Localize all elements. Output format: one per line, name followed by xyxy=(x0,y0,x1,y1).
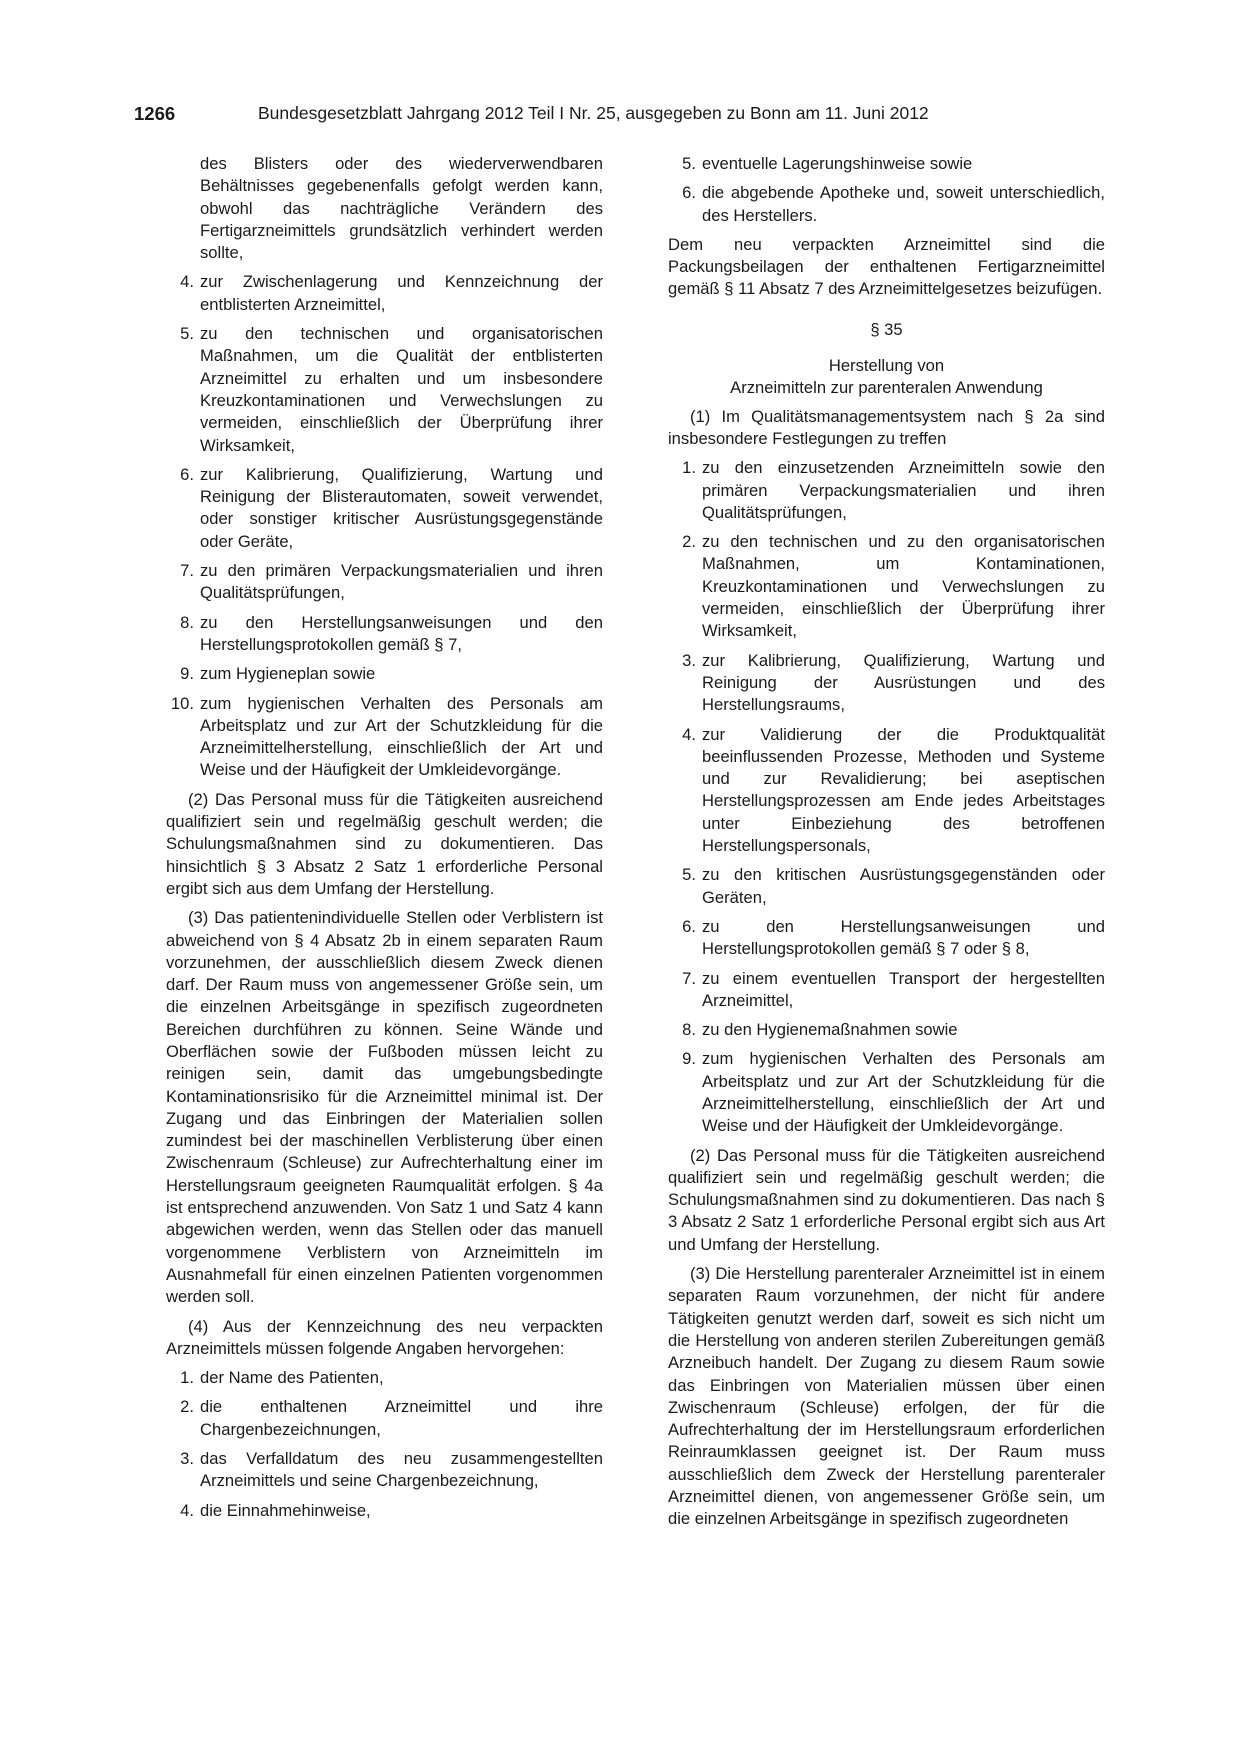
item-number: 9. xyxy=(682,1049,696,1069)
list-item xyxy=(166,1500,603,1522)
section-title-line-1: Herstellung von xyxy=(828,356,945,376)
item-number: 7. xyxy=(682,968,696,988)
item-number: 2. xyxy=(180,1397,194,1417)
list-item xyxy=(166,1448,603,1493)
paragraph-3: (3) Die Herstellung parenteraler Arzneimittel ist in einem separaten Raum vorzunehmen, der nicht für andere Tätigkeiten genutzt werden darf, soweit es sich nicht um die Herstellung von anderen sterilen Zubereitungen gemäß Arzneibuch handelt. Der Zugang zu diesem Raum sowie das Einbringen von Materialien müssen über einen Zwischenraum (Schleuse) erfolgen, der für die Aufrechterhaltung der im Herstellungsraum erforderlichen Reinraumklassen geeignet ist. Der Raum muss ausschließlich dem Zweck der Herstellung parenteraler Arzneimittel dienen, von angemessener Größe sein, um die einzelnen Arbeitsgänge in spezifisch zugeordneten xyxy=(668,1264,1105,1529)
left-column xyxy=(166,153,603,1529)
list-item xyxy=(668,916,1105,961)
item-number: 10. xyxy=(170,693,194,713)
item-text: zu den primären Verpackungsmaterialien und ihren Qualitätsprüfungen, xyxy=(200,561,603,603)
item-text: zur Kalibrierung, Qualifizierung, Wartung und Reinigung der Blisterautomaten, soweit verwendet, oder sonstiger kritischer Ausrüstungsgegenstände oder Geräte, xyxy=(200,464,603,551)
item-number: 4. xyxy=(682,724,696,744)
item-text: zum hygienischen Verhalten des Personals am Arbeitsplatz und zur Art der Schutzkleidung für die Arzneimittelherstellung, einschließlich der Art und Weise und der Häufigkeit der Umkleidevorgänge. xyxy=(702,1049,1105,1136)
paragraph-2: (2) Das Personal muss für die Tätigkeiten ausreichend qualifiziert sein und regelmäßig geschult werden; die Schulungsmaßnahmen sind zu dokumentieren. Das nach § 3 Absatz 2 Satz 1 erforderliche Personal ergibt sich aus Art und Umfang der Herstellung. xyxy=(668,1145,1105,1254)
item-number: 2. xyxy=(682,532,696,552)
item-text: zur Validierung der die Produktqualität beeinflussenden Prozesse, Methoden und Systeme und zur Revalidierung; bei aseptischen Herstellungsprozessen am Ende jedes Arbeitstages unter Einbeziehung des betroffenen Herstellungspersonals, xyxy=(702,724,1105,856)
item-text: zum Hygieneplan sowie xyxy=(200,664,376,684)
item-number: 8. xyxy=(682,1020,696,1040)
item-text: zu den Hygienemaßnahmen sowie xyxy=(702,1020,958,1040)
item-number: 8. xyxy=(180,612,194,632)
paragraph-2: (2) Das Personal muss für die Tätigkeiten ausreichend qualifiziert sein und regelmäßig geschult werden; die Schulungsmaßnahmen sind zu dokumentieren. Das hinsichtlich § 3 Absatz 2 Satz 1 erforderliche Personal ergibt sich aus dem Umfang der Herstellung. xyxy=(166,789,603,898)
continued-list-item xyxy=(166,153,603,264)
list-item xyxy=(166,612,603,657)
list-item xyxy=(166,560,603,605)
item-text: zu den technischen und organisatorischen Maßnahmen, um die Qualität der entblisterten Arzneimittel zu erhalten und um insbesondere Kreuzkontaminationen und Verwechslungen zu vermeiden, einschließlich der Überprüfung ihrer Wirksamkeit, xyxy=(200,324,603,455)
item-number: 6. xyxy=(180,464,194,484)
item-number: 6. xyxy=(682,183,696,203)
item-number: 9. xyxy=(180,664,194,684)
item-text: der Name des Patienten, xyxy=(200,1368,384,1388)
item-text: des Blisters oder des wiederverwendbaren Behältnisses gegebenenfalls gefolgt werden kann, obwohl das nachträgliche Verändern des Fertigarzneimittels grundsätzlich verhindert werden sollte, xyxy=(200,154,603,263)
item-text: zu den kritischen Ausrüstungsgegenständen oder Geräten, xyxy=(702,865,1105,907)
item-text: zu einem eventuellen Transport der hergestellten Arzneimittel, xyxy=(702,968,1105,1010)
paragraph-3: (3) Das patientenindividuelle Stellen oder Verblistern ist abweichend von § 4 Absatz 2b in einem separaten Raum vorzunehmen, der ausschließlich diesem Zweck dienen darf. Der Raum muss von angemessener Größe sein, um die einzelnen Arbeitsgänge in spezifisch zugeordneten Bereichen durchführen zu können. Seine Wände und Oberflächen sowie der Fußboden müssen leicht zu reinigen sein, damit das umgebungsbedingte Kontaminationsrisiko für die Arzneimittel minimal ist. Der Zugang und das Einbringen der Materialien sollen zumindest bei der maschinellen Verblisterung über einen Zwischenraum (Schleuse) zur Aufrechterhaltung einer im Herstellungsraum geeigneten Raumqualität erfolgen. § 4a ist entsprechend anzuwenden. Von Satz 1 und Satz 4 kann abgewichen werden, wenn das Stellen oder das manuell vorgenommene Verblistern von Arzneimitteln im Ausnahmefall für einen einzelnen Patienten vorgenommen werden soll. xyxy=(166,908,603,1307)
list-item xyxy=(166,663,603,685)
list-item xyxy=(668,457,1105,524)
item-text: zu den Herstellungsanweisungen und Herstellungsprotokollen gemäß § 7 oder § 8, xyxy=(702,916,1105,959)
paragraph-packungsbeilage: Dem neu verpackten Arzneimittel sind die Packungsbeilagen der enthaltenen Fertigarzneimittel gemäß § 11 Absatz 7 des Arzneimittelgesetzes beizufügen. xyxy=(668,234,1105,299)
list-item xyxy=(668,531,1105,642)
list-item xyxy=(668,724,1105,858)
item-text: zur Kalibrierung, Qualifizierung, Wartung und Reinigung der Ausrüstungen und des Herstellungsraums, xyxy=(702,650,1105,715)
item-text: zur Zwischenlagerung und Kennzeichnung der entblisterten Arzneimittel, xyxy=(200,272,603,314)
item-text: zum hygienischen Verhalten des Personals am Arbeitsplatz und zur Art der Schutzkleidung für die Arzneimittelherstellung, einschließlich der Art und Weise und der Häufigkeit der Umkleidevorgänge. xyxy=(200,693,603,780)
item-text: die Einnahmehinweise, xyxy=(200,1500,371,1520)
item-text: zu den Herstellungsanweisungen und den Herstellungsprotokollen gemäß § 7, xyxy=(200,612,603,654)
item-text: zu den technischen und zu den organisatorischen Maßnahmen, um Kontaminationen, Kreuzkontaminationen und Verwechslungen zu vermeiden, einschließlich der Überprüfung ihrer Wirksamkeit, xyxy=(702,532,1105,641)
right-column xyxy=(668,153,1105,1538)
list-item xyxy=(668,968,1105,1013)
item-number: 5. xyxy=(180,324,194,344)
page-header xyxy=(134,103,1109,127)
list-item xyxy=(166,1367,603,1389)
item-number: 1. xyxy=(180,1368,194,1388)
item-number: 5. xyxy=(682,154,696,173)
item-number: 3. xyxy=(180,1449,194,1469)
list-item xyxy=(166,464,603,553)
section-number: § 35 xyxy=(870,319,903,339)
paragraph-4: (4) Aus der Kennzeichnung des neu verpackten Arzneimittels müssen folgende Angaben hervorgehen: xyxy=(166,1316,603,1358)
item-text: das Verfalldatum des neu zusammengestellten Arzneimittels und seine Chargenbezeichnung, xyxy=(200,1449,603,1491)
list-item xyxy=(166,1396,603,1441)
list-item xyxy=(668,650,1105,717)
item-number: 3. xyxy=(682,650,696,670)
item-number: 5. xyxy=(682,865,696,885)
item-number: 4. xyxy=(180,272,194,292)
item-number: 4. xyxy=(180,1500,194,1520)
section-title-line-2: Arzneimitteln zur parenteralen Anwendung xyxy=(730,378,1043,398)
list-item xyxy=(668,182,1105,227)
item-text: die abgebende Apotheke und, soweit unterschiedlich, des Herstellers. xyxy=(702,183,1105,225)
item-text: zu den einzusetzenden Arzneimitteln sowie den primären Verpackungsmaterialien und ihren Qualitätsprüfungen, xyxy=(702,458,1105,522)
page-number: 1266 xyxy=(134,103,176,124)
item-text: eventuelle Lagerungshinweise sowie xyxy=(702,154,973,173)
paragraph-1: (1) Im Qualitätsmanagementsystem nach § 2a sind insbesondere Festlegungen zu treffen xyxy=(668,406,1105,448)
running-head: Bundesgesetzblatt Jahrgang 2012 Teil I Nr. 25, ausgegeben zu Bonn am 11. Juni 2012 xyxy=(258,103,929,123)
item-number: 6. xyxy=(682,916,696,936)
list-item xyxy=(166,693,603,782)
list-item xyxy=(166,271,603,316)
list-item xyxy=(668,153,1105,175)
list-item xyxy=(668,1019,1105,1041)
list-item xyxy=(668,864,1105,909)
item-number: 7. xyxy=(180,561,194,581)
item-number: 1. xyxy=(682,458,696,478)
list-item xyxy=(166,323,603,457)
list-item xyxy=(668,1048,1105,1137)
item-text: die enthaltenen Arzneimittel und ihre Chargenbezeichnungen, xyxy=(200,1397,603,1439)
